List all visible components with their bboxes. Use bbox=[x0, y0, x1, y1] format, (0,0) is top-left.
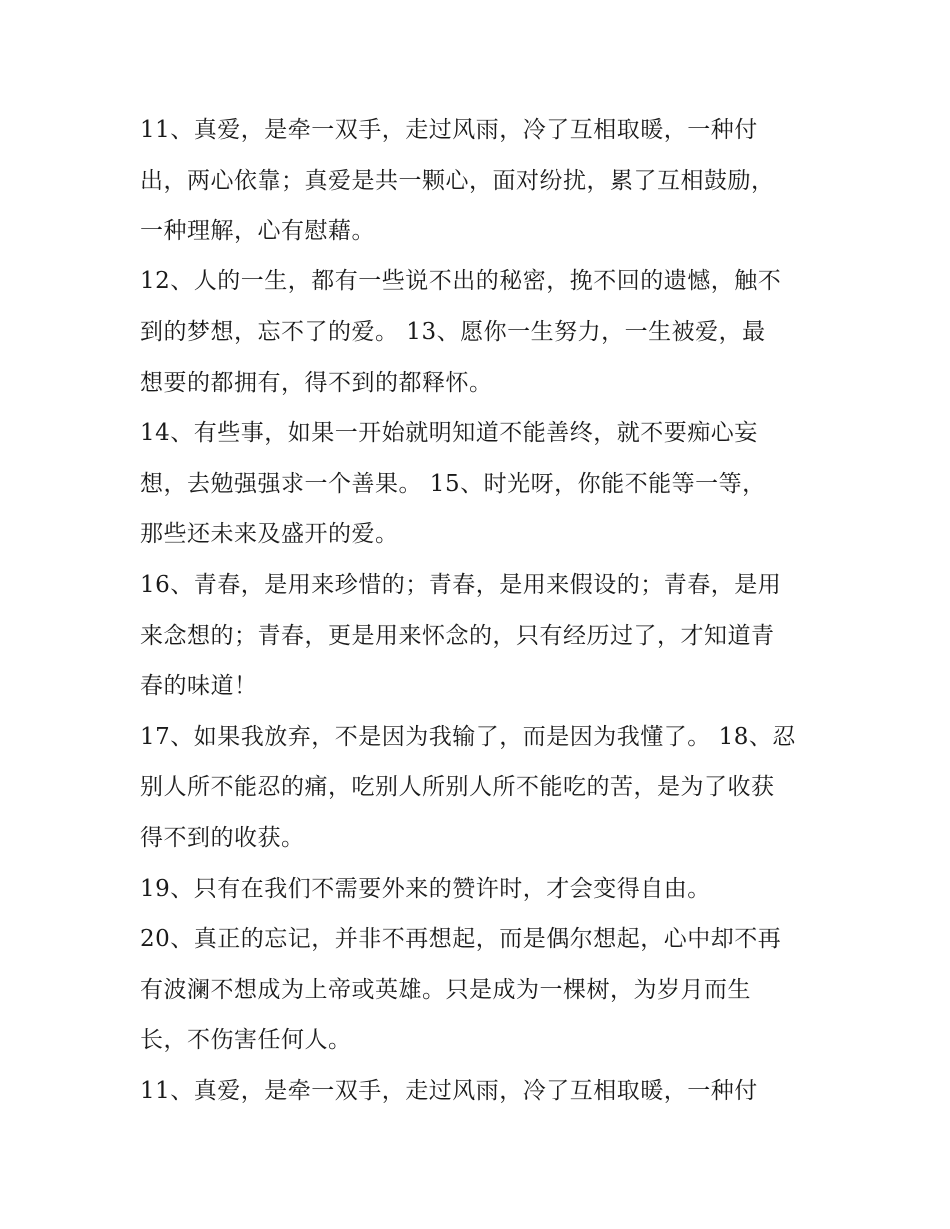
text-line: 20、真正的忘记，并非不再想起，而是偶尔想起，心中却不再 bbox=[140, 926, 782, 952]
text-line: 有波澜不想成为上帝或英雄。只是成为一棵树，为岁月而生 bbox=[140, 977, 751, 1003]
text-line: 得不到的收获。 bbox=[140, 825, 305, 851]
text-line: 一种理解，心有慰藉。 bbox=[140, 218, 375, 244]
text-line: 17、如果我放弃，不是因为我输了，而是因为我懂了。 18、忍 bbox=[140, 724, 796, 750]
text-line: 到的梦想，忘不了的爱。 13、愿你一生努力，一生被爱，最 bbox=[140, 319, 766, 345]
text-line: 19、只有在我们不需要外来的赞许时，才会变得自由。 bbox=[140, 876, 711, 902]
text-line: 14、有些事，如果一开始就明知道不能善终，就不要痴心妄 bbox=[140, 420, 758, 446]
text-line: 出，两心依靠；真爱是共一颗心，面对纷扰，累了互相鼓励， bbox=[140, 168, 775, 194]
text-line: 16、青春，是用来珍惜的；青春，是用来假设的；青春，是用 bbox=[140, 572, 782, 598]
text-line: 春的味道！ bbox=[140, 673, 258, 699]
text-line: 想，去勉强强求一个善果。 15、时光呀，你能不能等一等， bbox=[140, 471, 766, 497]
text-line: 那些还未来及盛开的爱。 bbox=[140, 521, 399, 547]
text-line: 12、人的一生，都有一些说不出的秘密，挽不回的遗憾，触不 bbox=[140, 268, 782, 294]
text-line: 11、真爱，是牵一双手，走过风雨，冷了互相取暖，一种付 bbox=[140, 1078, 758, 1104]
text-line: 11、真爱，是牵一双手，走过风雨，冷了互相取暖，一种付 bbox=[140, 117, 758, 143]
text-line: 长，不伤害任何人。 bbox=[140, 1027, 352, 1053]
text-line: 来念想的；青春，更是用来怀念的，只有经历过了，才知道青 bbox=[140, 623, 775, 649]
text-line: 别人所不能忍的痛，吃别人所别人所不能吃的苦，是为了收获 bbox=[140, 774, 775, 800]
text-line: 想要的都拥有，得不到的都释怀。 bbox=[140, 370, 493, 396]
